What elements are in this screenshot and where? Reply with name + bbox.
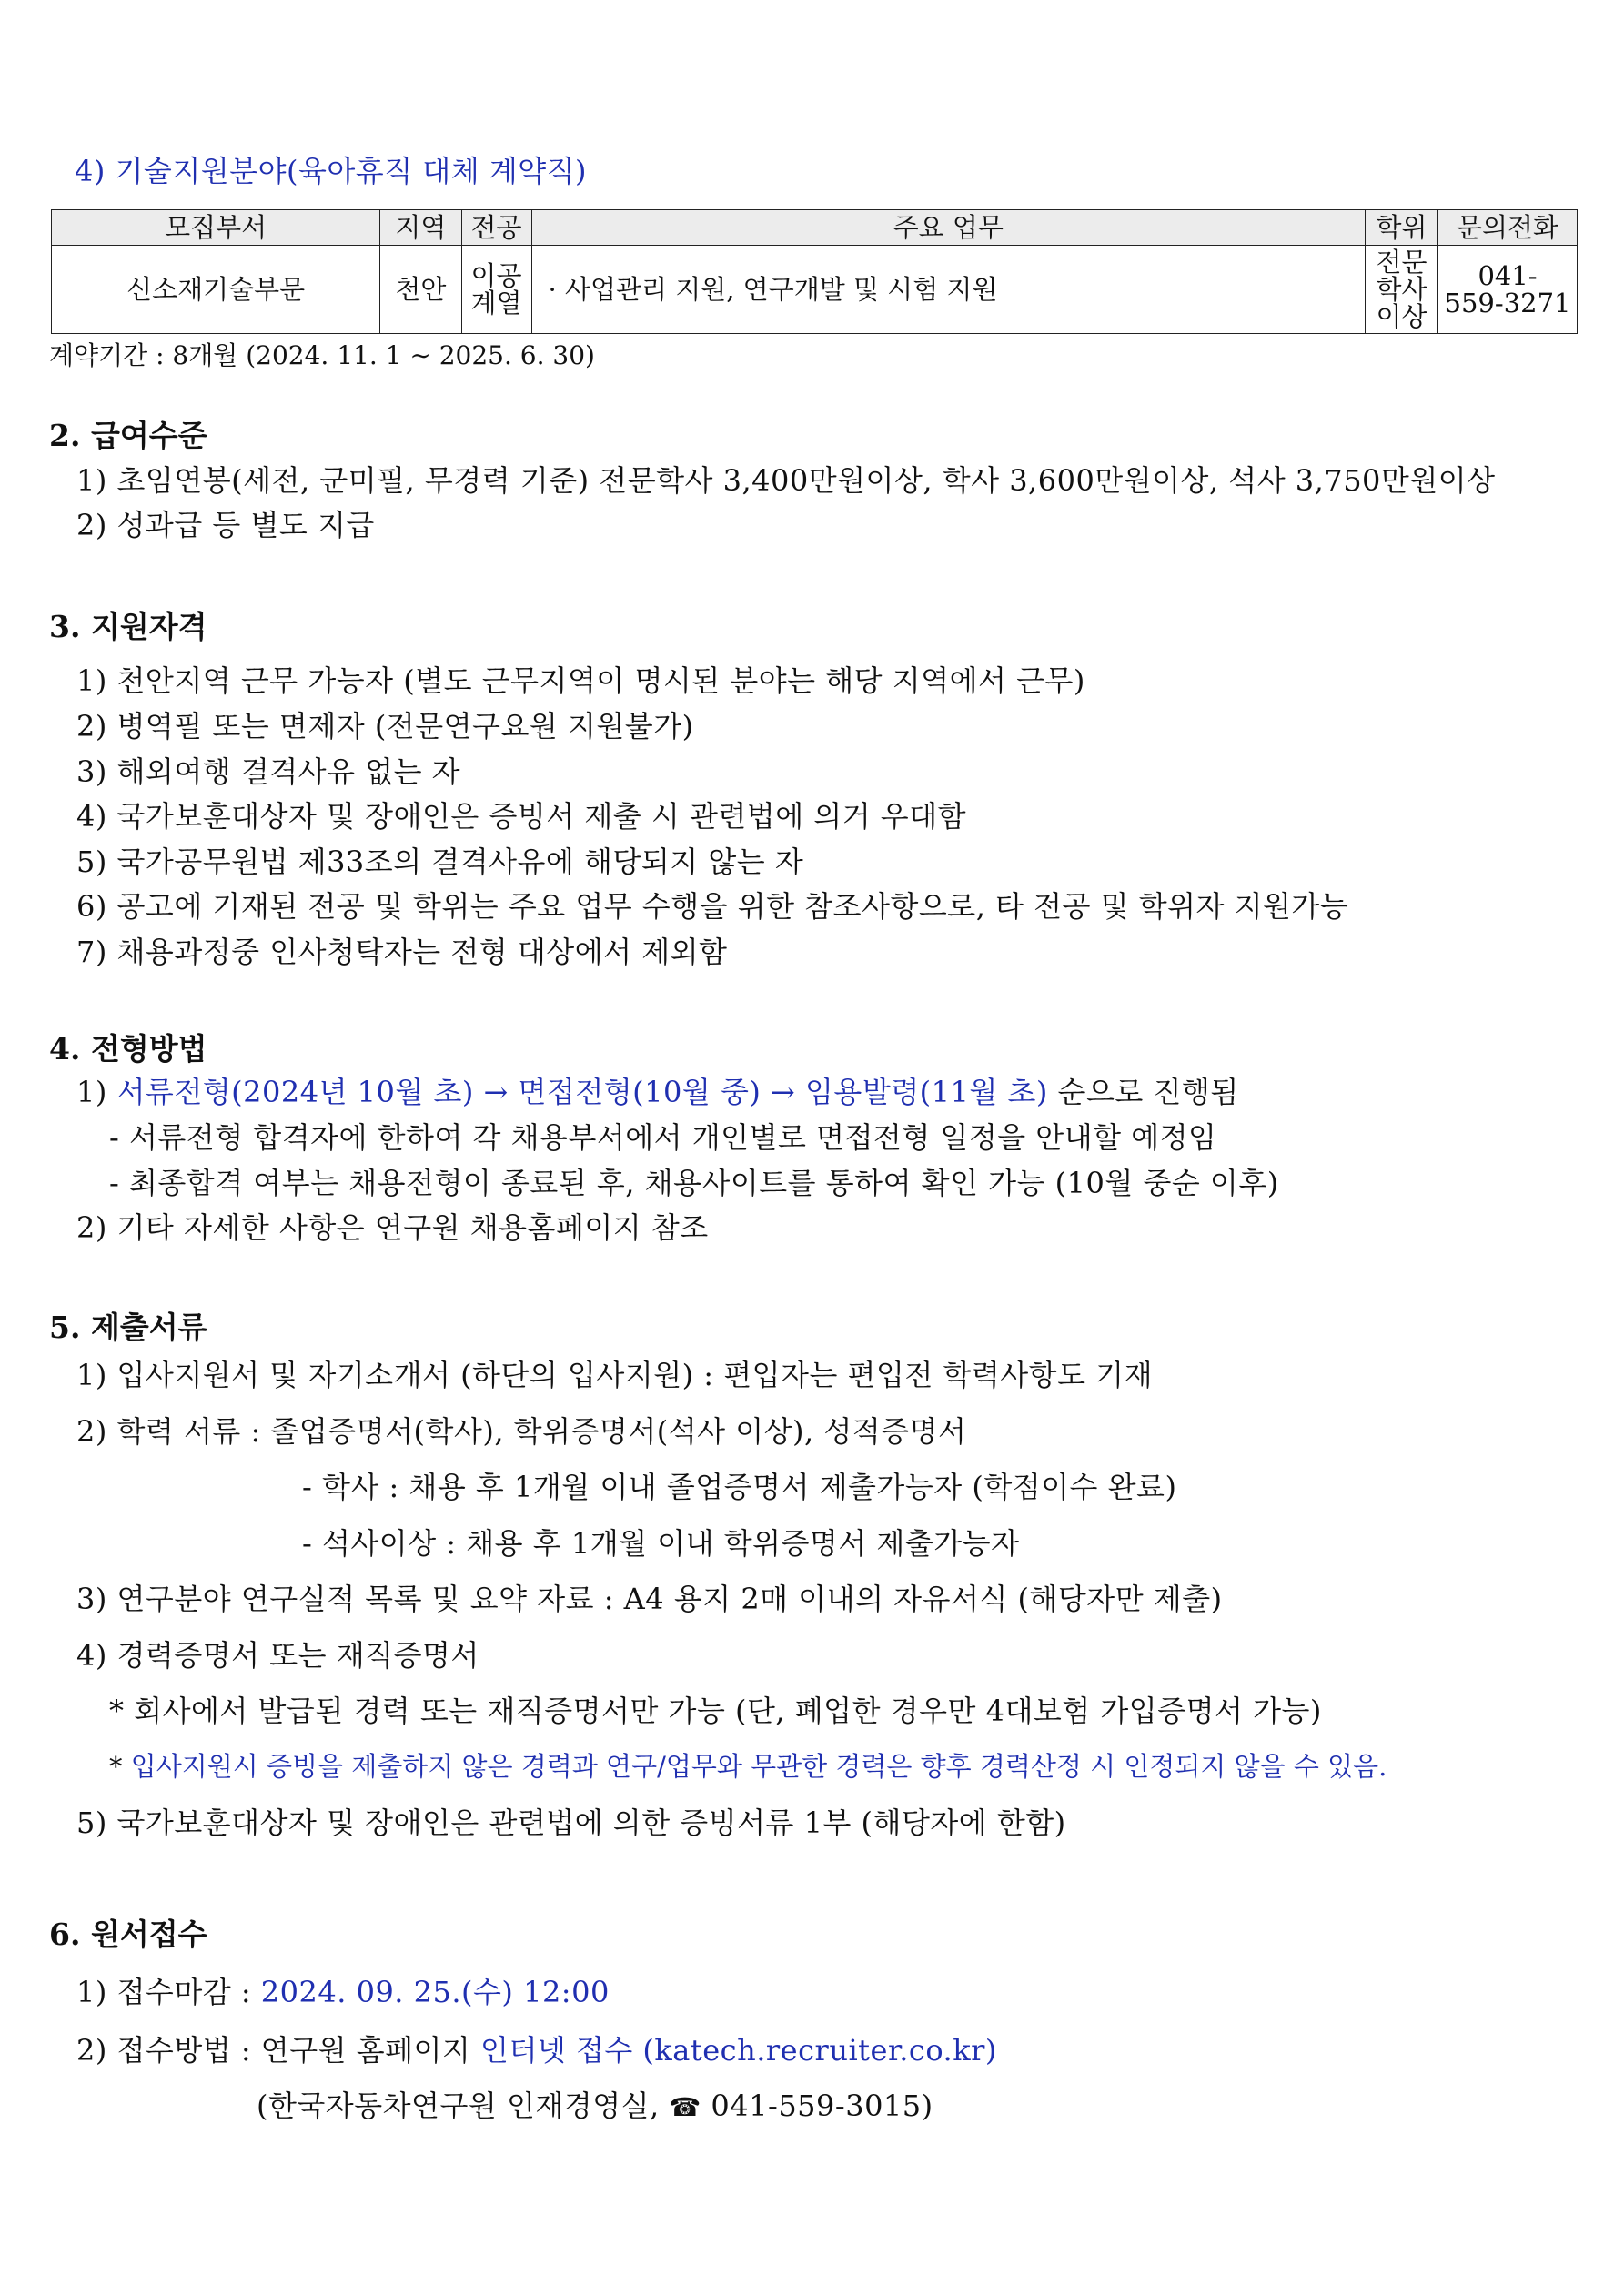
cell-phone: 041- 559-3271 — [1438, 246, 1578, 334]
qualification-item: 4) 국가보훈대상자 및 장애인은 증빙서 제출 시 관련법에 의거 우대함 — [76, 799, 967, 834]
contact-phone: 041-559-3015) — [701, 2089, 933, 2123]
contact-prefix: (한국자동차연구원 인재경영실, — [257, 2089, 670, 2123]
telephone-icon: ☎ — [669, 2092, 701, 2122]
qualification-heading: 3. 지원자격 — [49, 609, 207, 644]
documents-warning — [109, 1749, 1387, 1784]
application-contact — [257, 2088, 933, 2126]
subsection-title: 4) 기술지원분야(육아휴직 대체 계약직) — [75, 154, 588, 188]
cell-major: 이공 계열 — [461, 246, 531, 334]
selection-note: - 서류전형 합격자에 한하여 각 채용부서에서 개인별로 면접전형 일정을 안내할 예정임 — [109, 1120, 1217, 1155]
cell-degree: 전문 학사 이상 — [1366, 246, 1438, 334]
salary-heading: 2. 급여수준 — [49, 418, 207, 453]
application-heading: 6. 원서접수 — [49, 1917, 207, 1952]
table-header-row — [52, 210, 1578, 246]
warning-text: 입사지원시 증빙을 제출하지 않은 경력과 연구/업무와 무관한 경력은 향후 경력산정 시 인정되지 않을 수 있음. — [130, 1751, 1387, 1782]
header-phone: 문의전화 — [1438, 210, 1578, 246]
application-method — [76, 2032, 997, 2068]
method-link[interactable]: 인터넷 접수 (katech.recruiter.co.kr) — [480, 2033, 997, 2068]
documents-item: 2) 학력 서류 : 졸업증명서(학사), 학위증명서(석사 이상), 성적증명서 — [76, 1414, 967, 1449]
deadline-label: 1) 접수마감 : — [76, 1975, 261, 2009]
cell-dept: 신소재기술부문 — [52, 246, 380, 334]
documents-subitem: - 석사이상 : 채용 후 1개월 이내 학위증명서 제출가능자 — [302, 1526, 1020, 1561]
header-degree: 학위 — [1366, 210, 1438, 246]
documents-note: * 회사에서 발급된 경력 또는 재직증명서만 가능 (단, 폐업한 경우만 4대보험 가입증명서 가능) — [109, 1694, 1322, 1728]
selection-step-suffix: 순으로 진행됨 — [1047, 1075, 1239, 1109]
qualification-item: 1) 천안지역 근무 가능자 (별도 근무지역이 명시된 분야는 해당 지역에서 근무) — [76, 663, 1085, 698]
header-dept: 모집부서 — [52, 210, 380, 246]
contract-period: 계약기간 : 8개월 (2024. 11. 1 ∼ 2025. 6. 30) — [49, 340, 595, 370]
documents-item: 3) 연구분야 연구실적 목록 및 요약 자료 : A4 용지 2매 이내의 자유서식 (해당자만 제출) — [76, 1582, 1223, 1616]
header-region: 지역 — [380, 210, 461, 246]
cell-duty: · 사업관리 지원, 연구개발 및 시험 지원 — [531, 246, 1366, 334]
salary-item: 1) 초임연봉(세전, 군미필, 무경력 기준) 전문학사 3,400만원이상, 학사 3,600만원이상, 석사 3,750만원이상 — [76, 463, 1496, 498]
warning-star: * — [109, 1751, 131, 1782]
header-major: 전공 — [461, 210, 531, 246]
salary-item: 2) 성과급 등 별도 지급 — [76, 508, 375, 542]
documents-item: 5) 국가보훈대상자 및 장애인은 관련법에 의한 증빙서류 1부 (해당자에 한함) — [76, 1805, 1066, 1840]
header-duty: 주요 업무 — [531, 210, 1366, 246]
selection-step-line — [76, 1074, 1239, 1110]
selection-note: - 최종합격 여부는 채용전형이 종료된 후, 채용사이트를 통하여 확인 가능 (10월 중순 이후) — [109, 1166, 1279, 1200]
qualification-item: 7) 채용과정중 인사청탁자는 전형 대상에서 제외함 — [76, 935, 728, 969]
selection-heading: 4. 전형방법 — [49, 1031, 207, 1067]
table-row — [52, 246, 1578, 334]
application-deadline — [76, 1974, 610, 2010]
documents-heading: 5. 제출서류 — [49, 1310, 207, 1345]
documents-item: 4) 경력증명서 또는 재직증명서 — [76, 1638, 479, 1673]
documents-item: 1) 입사지원서 및 자기소개서 (하단의 입사지원) : 편입자는 편입전 학력사항도 기재 — [76, 1358, 1153, 1392]
deadline-value: 2024. 09. 25.(수) 12:00 — [260, 1975, 610, 2009]
selection-item: 2) 기타 자세한 사항은 연구원 채용홈페이지 참조 — [76, 1210, 709, 1245]
qualification-item: 3) 해외여행 결격사유 없는 자 — [76, 754, 461, 789]
documents-subitem: - 학사 : 채용 후 1개월 이내 졸업증명서 제출가능자 (학점이수 완료) — [302, 1470, 1177, 1504]
method-label: 2) 접수방법 : 연구원 홈페이지 — [76, 2033, 481, 2068]
selection-steps: 서류전형(2024년 10월 초) → 면접전형(10월 중) → 임용발령(11월 초) — [116, 1075, 1048, 1109]
qualification-item: 5) 국가공무원법 제33조의 결격사유에 해당되지 않는 자 — [76, 845, 804, 879]
qualification-item: 2) 병역필 또는 면제자 (전문연구요원 지원불가) — [76, 709, 694, 743]
qualification-item: 6) 공고에 기재된 전공 및 학위는 주요 업무 수행을 위한 참조사항으로, 타 전공 및 학위자 지원가능 — [76, 889, 1349, 924]
cell-region: 천안 — [380, 246, 461, 334]
recruitment-table — [51, 209, 1578, 334]
selection-step-prefix: 1) — [76, 1075, 117, 1109]
